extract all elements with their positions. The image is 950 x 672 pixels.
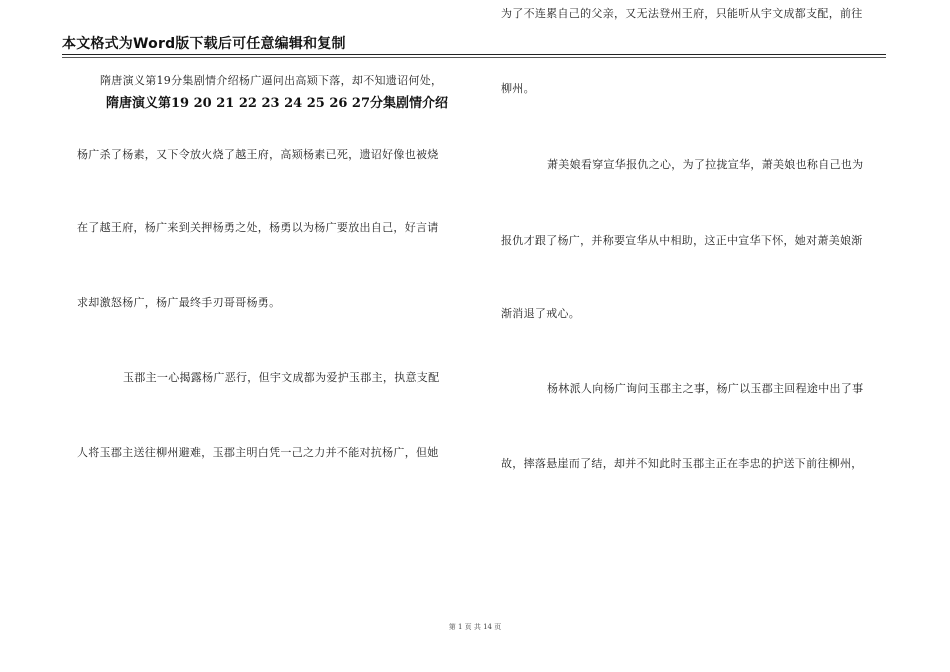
text-line: 隋唐演义第19分集剧情介绍杨广逼问出高颎下落，却不知遗诏何处， <box>100 74 443 87</box>
text-line: 在了越王府，杨广来到关押杨勇之处，杨勇以为杨广要放出自己，好言请 <box>77 221 439 234</box>
page-number: 第 1 页 共 14 页 <box>448 623 502 631</box>
text-line: 人将玉郡主送往柳州避难，玉郡主明白凭一己之力并不能对抗杨广，但她 <box>77 446 439 459</box>
text-line: 为了不连累自己的父亲，又无法登州王府，只能听从宇文成都支配，前往 <box>501 7 863 20</box>
text-line: 渐消退了戒心。 <box>501 307 581 320</box>
text-line: 玉郡主一心揭露杨广恶行，但宇文成都为爱护玉郡主，执意支配 <box>123 371 440 384</box>
text-line: 求却激怒杨广，杨广最终手刃哥哥杨勇。 <box>77 296 281 309</box>
text-line: 杨林派人向杨广询问玉郡主之事，杨广以玉郡主回程途中出了事 <box>547 382 864 395</box>
text-line: 杨广杀了杨素，又下令放火烧了越王府，高颎杨素已死，遗诏好像也被烧 <box>77 148 439 161</box>
text-line: 故，摔落悬崖而了结，却并不知此时玉郡主正在李忠的护送下前往柳州， <box>501 457 863 470</box>
text-line: 报仇才跟了杨广，并称要宣华从中相助，这正中宣华下怀，她对萧美娘渐 <box>501 234 863 247</box>
page-header-text: 本文格式为Word版下载后可任意编辑和复制 <box>62 36 346 52</box>
text-line: 柳州。 <box>501 82 535 95</box>
header-rule <box>62 54 886 55</box>
header-rule-secondary <box>62 57 886 58</box>
document-title: 隋唐演义第19 20 21 22 23 24 25 26 27分集剧情介绍 <box>106 96 449 111</box>
text-line: 萧美娘看穿宣华报仇之心，为了拉拢宣华，萧美娘也称自己也为 <box>547 158 864 171</box>
